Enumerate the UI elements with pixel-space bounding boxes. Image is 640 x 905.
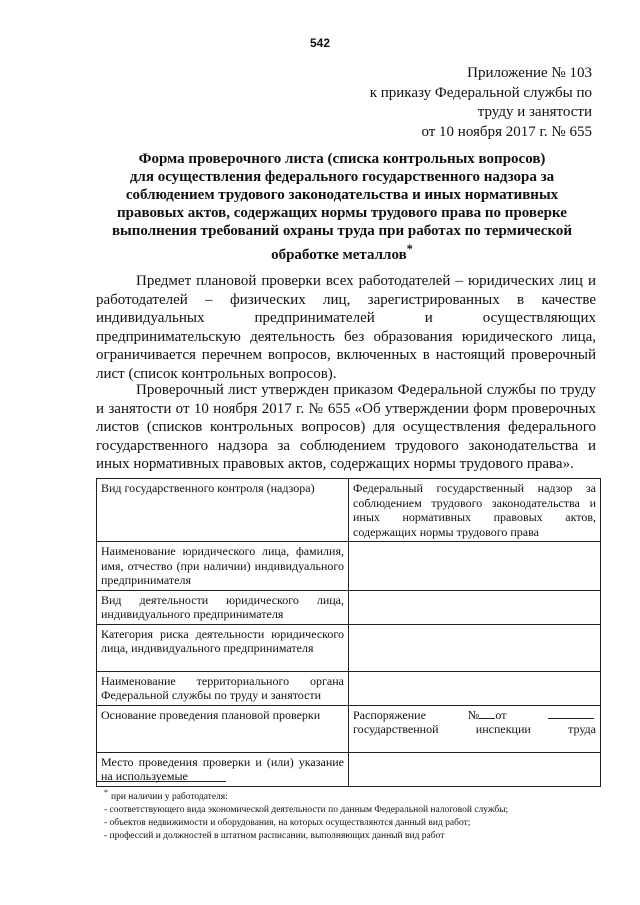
table-row	[97, 542, 601, 591]
basis-word-order: Распоряжение	[353, 707, 426, 722]
footnote-intro-text: при наличии у работодателя:	[111, 792, 228, 803]
row-label-activity-type: Вид деятельности юридического лица, индивидуального предпринимателя	[97, 590, 349, 624]
footnote-divider	[96, 781, 226, 782]
title-line-6	[96, 240, 588, 264]
basis-number-sign: №	[467, 707, 480, 722]
row-value-employer-name[interactable]	[349, 542, 601, 591]
row-label-inspection-basis: Основание проведения плановой проверки	[97, 705, 349, 752]
title-line-3: соблюдением трудового законодательства и иных нормативных	[125, 187, 559, 203]
inspection-info-table	[96, 478, 601, 787]
table-row	[97, 479, 601, 542]
basis-line-1	[353, 708, 596, 723]
basis-word-from: от	[495, 707, 507, 722]
row-value-inspection-basis[interactable]	[349, 705, 601, 752]
row-value-territorial-body[interactable]	[349, 671, 601, 705]
appendix-line-2: к приказу Федеральной службы по	[369, 84, 592, 101]
footnote-mark: *	[104, 788, 108, 797]
paragraph-approval: Проверочный лист утвержден приказом Федеральной службы по труду и занятости от 10 ноября 2017 г. № 655 «Об утверждении форм проверочных листов (списков контрольных вопросов) для осуществления федерального государственного надзора за соблюдением трудового законодательства и иных нормативных правовых актов, содержащих нормы трудового права».	[96, 382, 596, 472]
title-line-6-text: обработке металлов	[271, 247, 407, 263]
row-label-employer-name: Наименование юридического лица, фамилия, имя, отчество (при наличии) индивидуального предпринимателя	[97, 542, 349, 591]
basis-line-2: государственной инспекции труда	[353, 722, 596, 736]
footnote-item-3: - профессий и должностей в штатном расписании, выполняющих данный вид работ	[104, 831, 445, 842]
footnote-intro	[104, 786, 604, 804]
paragraph-scope: Предмет плановой проверки всех работодателей – юридических лиц и работодателей – физических лиц, зарегистрированных в качестве индивидуальных предпринимателей и осуществляющих предпринимательскую деятельность без образования юридического лица, ограничивается перечнем вопросов, включенных в настоящий проверочный лист (список контрольных вопросов).	[96, 273, 596, 382]
row-value-risk-category[interactable]	[349, 624, 601, 671]
title-line-1: Форма проверочного листа (списка контрольных вопросов)	[138, 151, 546, 167]
title-line-5: выполнения требований охраны труда при работах по термической	[111, 223, 573, 239]
table-row	[97, 705, 601, 752]
row-value-control-type: Федеральный государственный надзор за соблюдением трудового законодательства и иных нормативных правовых актов, содержащих нормы трудового права	[349, 479, 601, 542]
table-row	[97, 624, 601, 671]
row-label-territorial-body: Наименование территориального органа Федеральной службы по труду и занятости	[97, 671, 349, 705]
appendix-line-3: труду и занятости	[477, 104, 592, 120]
table-row	[97, 590, 601, 624]
title-footnote-mark: *	[406, 242, 413, 256]
basis-date-blank[interactable]	[548, 718, 594, 719]
footnote-item-2: - объектов недвижимости и оборудования, на которых осуществляются данный вид работ;	[104, 818, 471, 829]
row-value-inspection-place[interactable]	[349, 752, 601, 786]
appendix-line-1: Приложение № 103	[467, 65, 592, 81]
title-line-4: правовых актов, содержащих нормы трудового права по проверке	[117, 205, 567, 221]
row-label-risk-category: Категория риска деятельности юридического лица, индивидуального предпринимателя	[97, 624, 349, 671]
row-label-control-type: Вид государственного контроля (надзора)	[97, 479, 349, 542]
footnote-block	[104, 786, 604, 843]
table-row	[97, 671, 601, 705]
form-title	[96, 150, 588, 264]
footnote-item-1: - соответствующего вида экономической деятельности по данным Федеральной налоговой службы;	[104, 805, 509, 816]
row-value-activity-type[interactable]	[349, 590, 601, 624]
row-label-inspection-place: Место проведения проверки и (или) указание на используемые	[97, 752, 349, 786]
appendix-block	[292, 64, 592, 142]
page-number: 542	[309, 36, 331, 50]
basis-number-blank[interactable]	[479, 718, 495, 719]
title-line-2: для осуществления федерального государственного надзора за	[129, 169, 555, 185]
appendix-line-4: от 10 ноября 2017 г. № 655	[421, 123, 592, 140]
